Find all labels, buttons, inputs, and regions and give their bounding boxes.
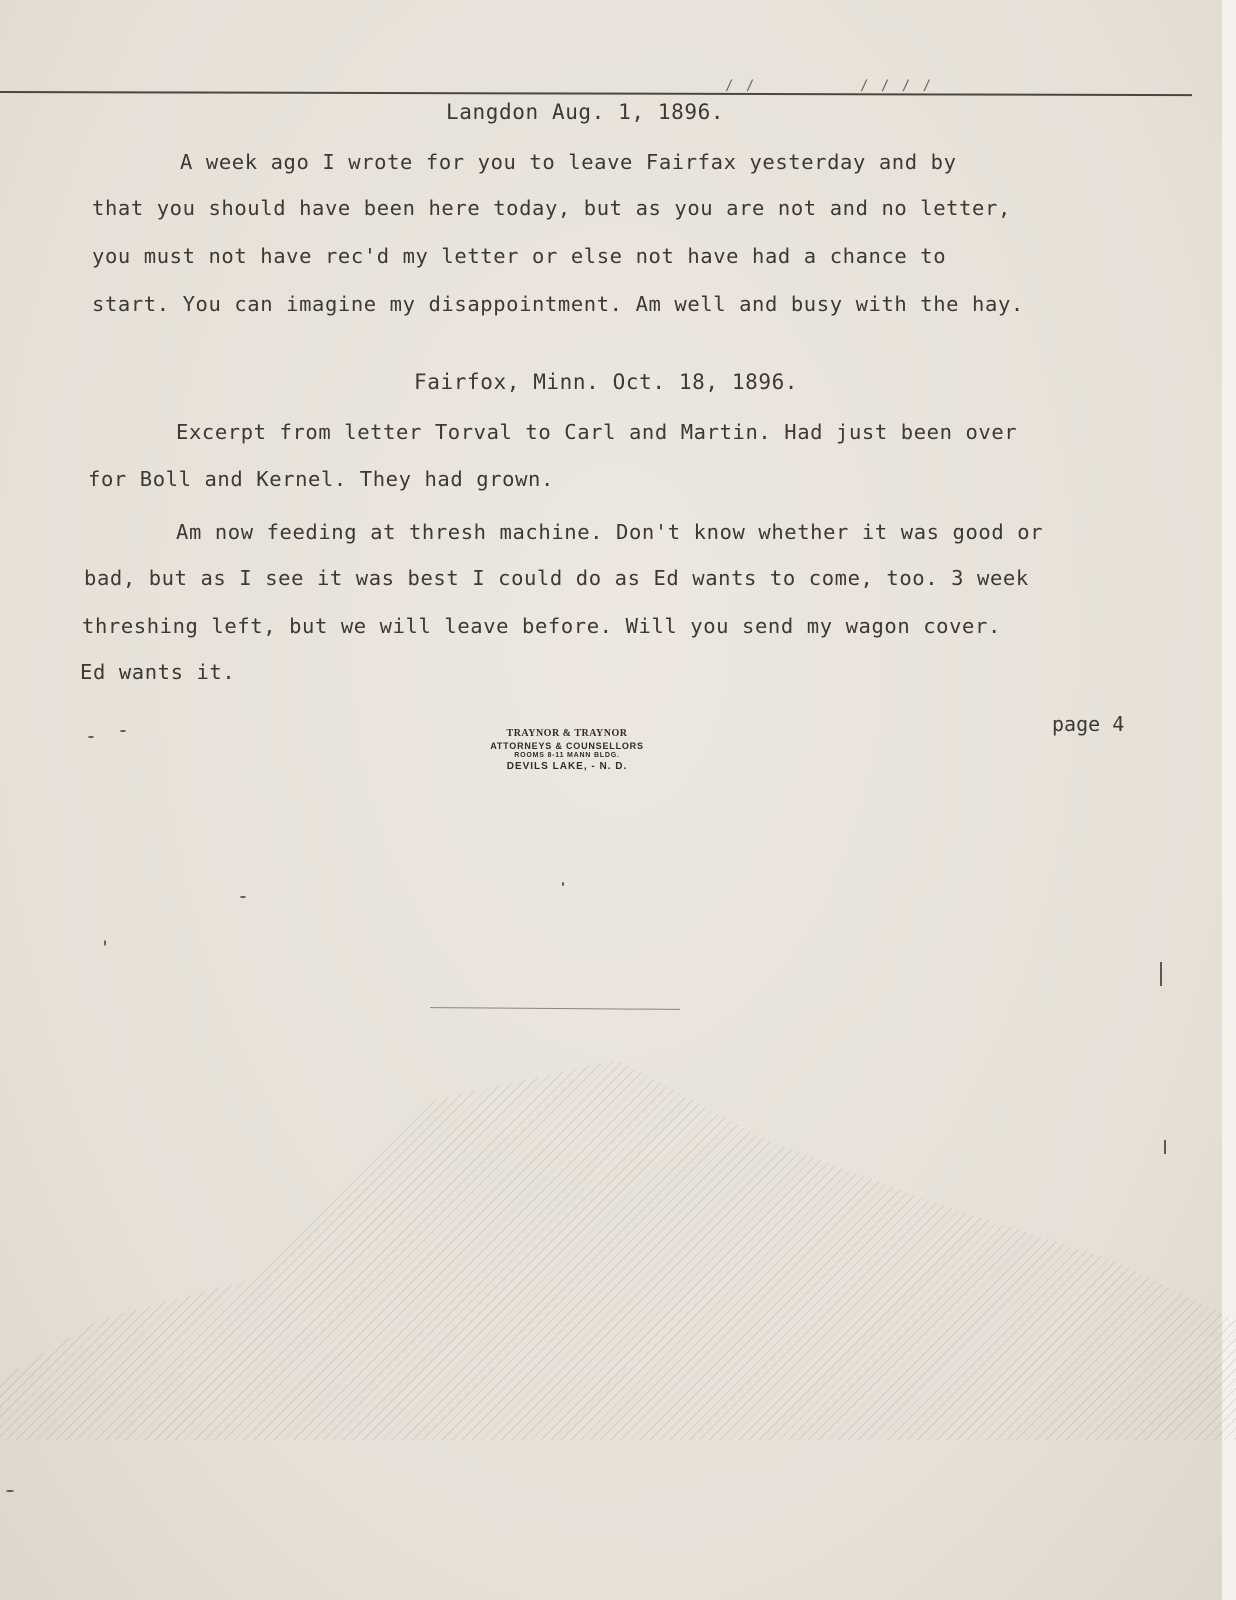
letter2-line: threshing left, but we will leave before. Will you send my wagon cover. [82, 614, 1001, 638]
stamp-firm: TRAYNOR & TRAYNOR [506, 728, 628, 739]
letter2-line: for Boll and Kernel. They had grown. [88, 467, 554, 491]
page-number: page 4 [1052, 712, 1125, 736]
speck [1164, 1140, 1166, 1154]
letter1-line: you must not have rec'd my letter or else not have had a chance to [92, 244, 947, 268]
letterhead-stamp [472, 728, 662, 773]
letter2-line: Ed wants it. [80, 660, 236, 684]
letter2-heading: Fairfox, Minn. Oct. 18, 1896. [414, 370, 799, 394]
stamp-rooms: ROOMS 8-11 MANN BLDG. [514, 751, 620, 759]
letter1-heading: Langdon Aug. 1, 1896. [446, 100, 725, 124]
speck [88, 736, 94, 738]
letter2-line: bad, but as I see it was best I could do as Ed wants to come, too. 3 week [84, 566, 1029, 590]
stamp-city: DEVILS LAKE, - N. D. [506, 760, 628, 772]
letter2-line: Am now feeding at thresh machine. Don't know whether it was good or [176, 520, 1044, 544]
speck [6, 1490, 14, 1492]
speck [120, 730, 126, 732]
tick-mark: / / / / [860, 78, 934, 94]
letter1-line: that you should have been here today, but as you are not and no letter, [92, 196, 1011, 220]
letter2-line: Excerpt from letter Torval to Carl and Martin. Had just been over [176, 420, 1018, 444]
speck [562, 882, 564, 886]
letter1-line: A week ago I wrote for you to leave Fairfax yesterday and by [180, 150, 957, 174]
stamp-title: ATTORNEYS & COUNSELLORS [490, 740, 644, 751]
tick-mark: / / [725, 78, 757, 94]
speck [1160, 962, 1162, 986]
speck [240, 896, 246, 898]
speck [104, 940, 106, 946]
letter1-line: start. You can imagine my disappointment. Am well and busy with the hay. [92, 292, 1024, 316]
